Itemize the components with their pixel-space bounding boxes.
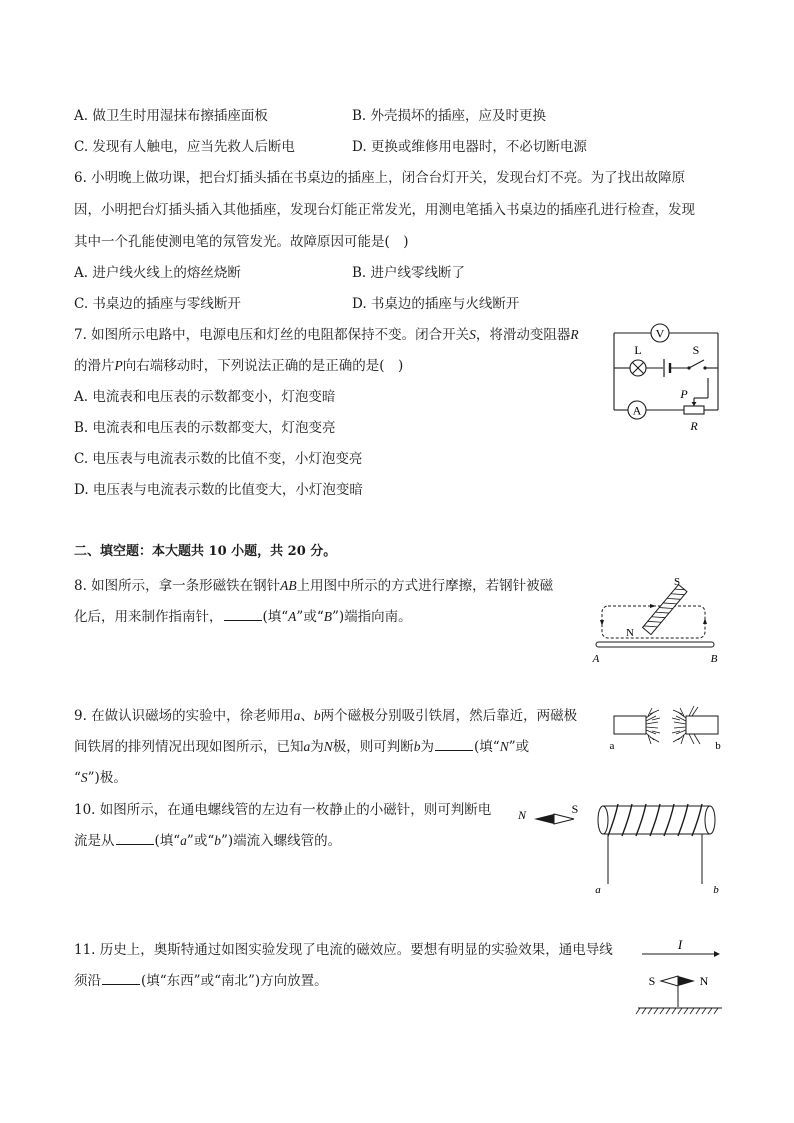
q11-stem-line1: 11. 历史上，奥斯特通过如图实验发现了电流的磁效应。要想有明显的实验效果，通电导线 — [74, 942, 613, 958]
q6-option-b: B. 进户线零线断了 — [352, 265, 466, 281]
q9-stem-line2: 间铁屑的排列情况出现如图所示，已知a为N极，则可判断b为 (填“N”或 — [74, 739, 530, 755]
arrow-icon — [703, 618, 707, 624]
q5-option-c: C. 发现有人触电，应当先救人后断电 — [74, 139, 295, 155]
q7-stem-line1: 7. 如图所示电路中，电源电压和灯丝的电阻都保持不变。闭合开关S，将滑动变阻器R — [74, 327, 579, 343]
q6-stem-line2: 因，小明把台灯插头插入其他插座，发现台灯能正常发光，用测电笔插入书桌边的插座孔进行检查，发现 — [74, 202, 695, 218]
ground-hatching — [636, 1008, 718, 1014]
needle-n-label: N — [699, 974, 709, 988]
var-s: S — [469, 327, 476, 342]
steel-needle — [596, 642, 714, 647]
q10-stem-line1: 10. 如图所示，在通电螺线管的左边有一枚静止的小磁针，则可判断电 — [74, 802, 492, 818]
current-label: I — [677, 937, 683, 952]
lamp-label: L — [634, 343, 642, 357]
bar-magnet — [643, 585, 687, 635]
rheostat-label: R — [690, 419, 698, 433]
q10-solenoid-figure — [590, 796, 724, 900]
slider-arrow-icon — [692, 378, 709, 406]
answer-blank[interactable] — [435, 737, 473, 751]
q5-option-a: A. 做卫生时用湿抹布擦插座面板 — [74, 108, 268, 124]
q6-stem-line1: 6. 小明晚上做功课，把台灯插头插在书桌边的插座上，闭合台灯开关，发现台灯不亮。为了找出故障原 — [74, 170, 686, 186]
lamp-icon — [630, 360, 646, 376]
iron-filings-a — [646, 708, 660, 744]
needle-end-b-label: B — [710, 653, 718, 665]
compass-needle-north — [534, 814, 554, 824]
current-arrow-icon — [714, 951, 720, 957]
voltmeter-label: V — [655, 326, 665, 341]
answer-blank[interactable] — [224, 607, 262, 621]
q8-magnet-figure — [590, 574, 720, 666]
q7-option-a: A. 电流表和电压表的示数都变小，灯泡变暗 — [74, 389, 336, 405]
q10-compass-figure — [512, 800, 582, 830]
needle-end-a-label: A — [592, 653, 600, 665]
pole-b-label: b — [715, 740, 721, 752]
answer-blank[interactable] — [102, 971, 140, 985]
q6-option-d: D. 书桌边的插座与火线断开 — [352, 296, 520, 312]
q11-stem-line2: 须沿 (填“东西”或“南北”)方向放置。 — [74, 973, 328, 989]
q6-option-c: C. 书桌边的插座与零线断开 — [74, 296, 241, 312]
q5-option-d: D. 更换或维修用电器时，不必切断电源 — [352, 139, 587, 155]
q6-option-a: A. 进户线火线上的熔丝烧断 — [74, 265, 241, 281]
compass-n-label: N — [517, 808, 527, 822]
q9-filings-figure — [604, 700, 724, 756]
arrow-icon — [600, 620, 604, 626]
q9-stem-line1: 9. 在做认识磁场的实验中，徐老师用a、b两个磁极分别吸引铁屑，然后靠近，两磁极 — [74, 708, 578, 724]
magnet-n-label: N — [626, 627, 634, 639]
q11-oersted-figure — [634, 934, 726, 1018]
terminal-a-label: a — [595, 884, 601, 896]
q7-option-b: B. 电流表和电压表的示数都变大，灯泡变亮 — [74, 420, 336, 436]
needle-s-label: S — [648, 974, 656, 988]
compass-needle-north — [678, 976, 695, 986]
slider-label: P — [680, 387, 688, 401]
switch-label: S — [692, 343, 700, 357]
switch-icon — [687, 360, 706, 370]
arrow-icon — [650, 604, 656, 608]
pole-a-label: a — [609, 740, 615, 752]
q7-option-c: C. 电压表与电流表示数的比值不变，小灯泡变亮 — [74, 451, 363, 467]
q5-option-b: B. 外壳损坏的插座，应及时更换 — [352, 108, 547, 124]
magnet-s-label: S — [673, 576, 681, 588]
compass-needle-south — [661, 976, 678, 986]
q7-stem-line2: 的滑片P向右端移动时，下列说法正确的是正确的是( ) — [74, 358, 404, 374]
solenoid — [598, 804, 715, 836]
q7-option-d: D. 电压表与电流表示数的比值变大，小灯泡变暗 — [74, 482, 363, 498]
ammeter-label: A — [632, 403, 642, 418]
battery-icon — [664, 359, 670, 377]
q6-stem-line3: 其中一个孔能使测电笔的氖管发光。故障原因可能是( ) — [74, 234, 409, 250]
var-r: R — [570, 327, 579, 342]
section-title: 二、填空题：本大题共 10 小题，共 20 分。 — [74, 544, 337, 559]
var-p: P — [114, 358, 123, 373]
q10-stem-line2: 流是从 (填“a”或“b”)端流入螺线管的。 — [74, 833, 342, 849]
answer-blank[interactable] — [116, 831, 154, 845]
q8-stem-line1: 8. 如图所示，拿一条形磁铁在钢针AB上用图中所示的方式进行摩擦，若钢针被磁 — [74, 578, 554, 594]
terminal-b-label: b — [713, 884, 719, 896]
q9-stem-line3: “S”)极。 — [74, 770, 127, 786]
q7-circuit-figure — [608, 318, 728, 436]
q8-stem-line2: 化后，用来制作指南针， (填“A”或“B”)端指向南。 — [74, 609, 412, 625]
rheostat-symbol — [684, 406, 704, 414]
magnet-pole-b — [686, 716, 718, 734]
compass-s-label: S — [571, 802, 579, 816]
magnet-pole-a — [614, 716, 646, 734]
